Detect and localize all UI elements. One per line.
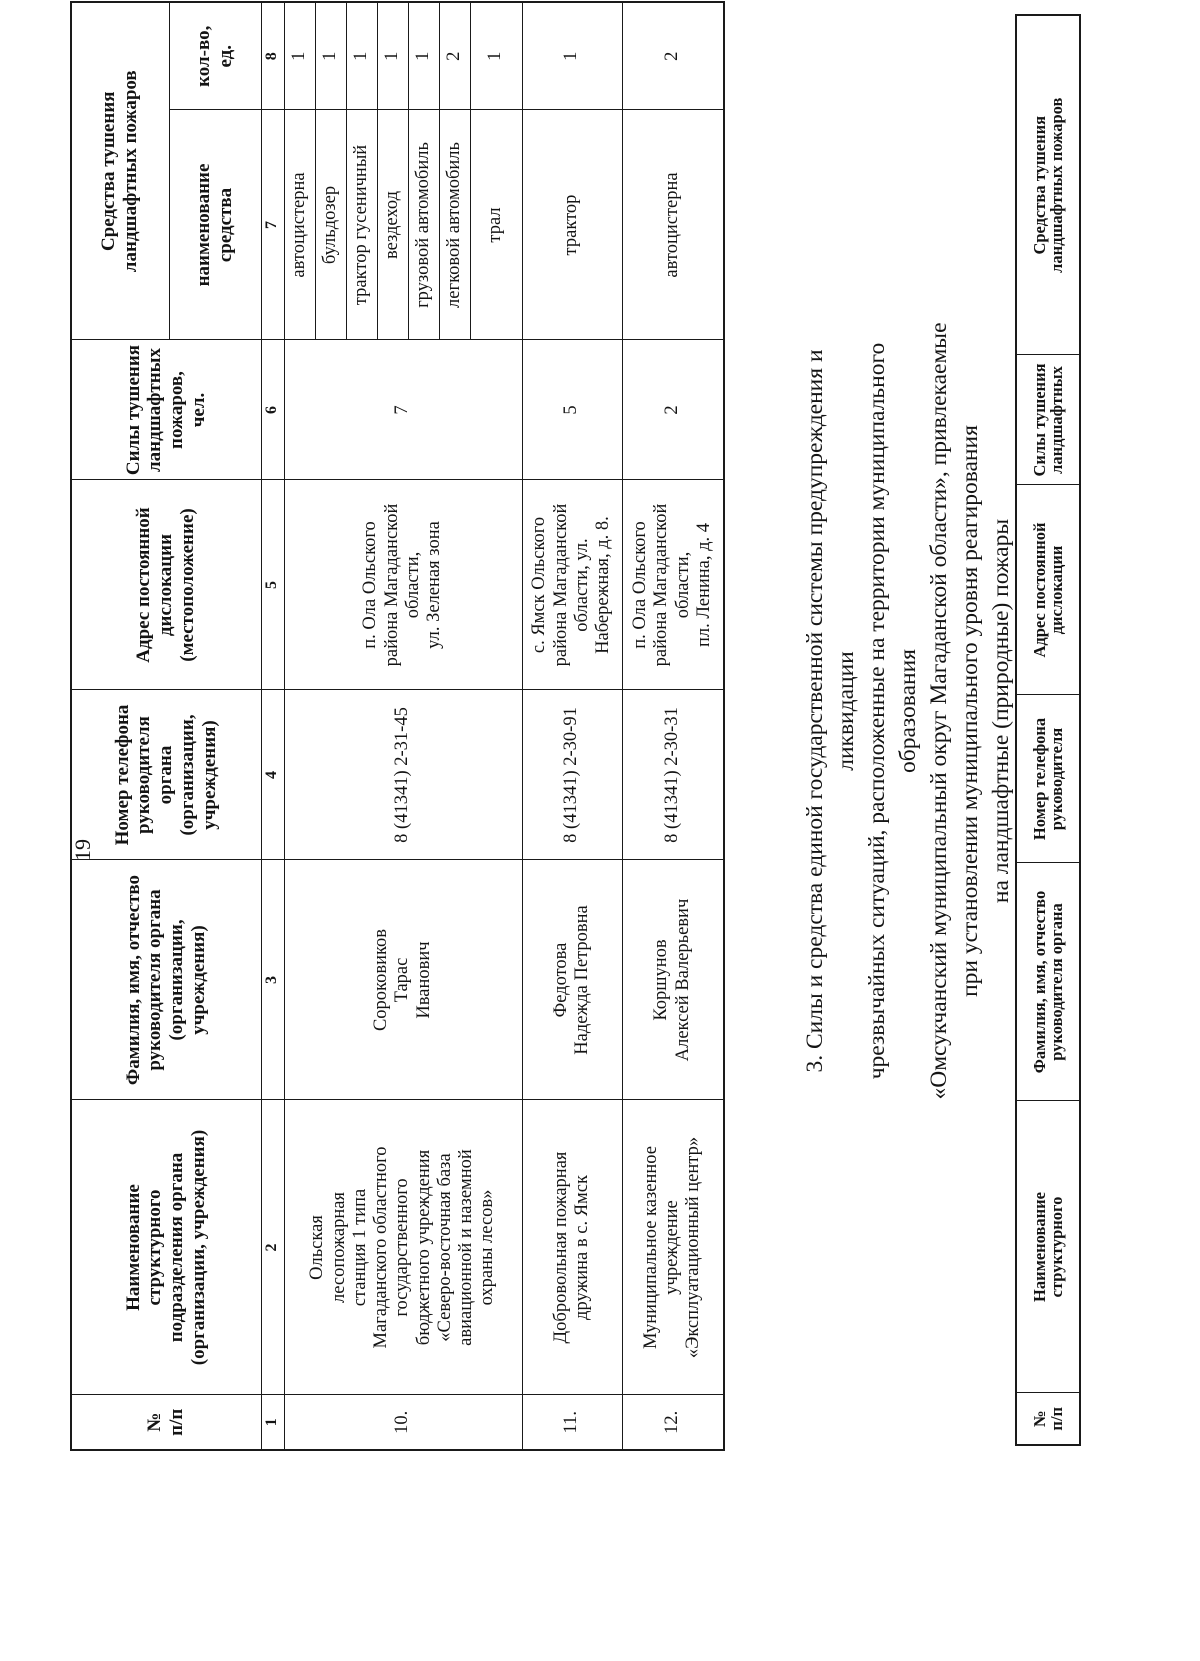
means-qty: 2: [622, 2, 724, 110]
header-means-name: наименование средства: [169, 110, 261, 340]
header-forces: Силы тушения ландшафтных пожаров, чел.: [71, 340, 261, 480]
row-num: 11.: [522, 1395, 622, 1450]
column-number: 3: [261, 860, 284, 1100]
row-name: Добровольная пожарная дружина в с. Ямск: [522, 1100, 622, 1395]
means-qty: 1: [377, 2, 408, 110]
means-name: бульдозер: [315, 110, 346, 340]
row-forces: 2: [622, 340, 724, 480]
means-name: автоцистерна: [284, 110, 315, 340]
means-name: грузовой автомобиль: [408, 110, 439, 340]
means-name: автоцистерна: [622, 110, 724, 340]
row-head: Федотова Надежда Петровна: [522, 860, 622, 1100]
column-number: 1: [261, 1395, 284, 1450]
row-phone: 8 (41341) 2-30-31: [622, 690, 724, 860]
means-name: трактор гусеничный: [346, 110, 377, 340]
header-num: № п/п: [1016, 1393, 1080, 1445]
second-table-header: [1015, 14, 1081, 1446]
column-number: 8: [261, 2, 284, 110]
row-head: Коршунов Алексей Валерьевич: [622, 860, 724, 1100]
row-address: п. Ола Ольского района Магаданской области, пл. Ленина, д. 4: [622, 480, 724, 690]
table-row: [522, 2, 622, 1450]
row-forces: 5: [522, 340, 622, 480]
row-phone: 8 (41341) 2-31-45: [284, 690, 522, 860]
means-qty: 1: [522, 2, 622, 110]
means-name: вездеход: [377, 110, 408, 340]
header-name: Наименование структурного подразделения органа (организации, учреждения): [71, 1100, 261, 1395]
row-head: Сороковиков Тарас Иванович: [284, 860, 522, 1100]
table-row: [284, 2, 315, 1450]
means-name: легковой автомобиль: [439, 110, 470, 340]
column-number: 4: [261, 690, 284, 860]
means-name: трактор: [522, 110, 622, 340]
header-means-qty: кол-во, ед.: [169, 2, 261, 110]
row-name: Ольская лесопожарная станция 1 типа Магаданского областного государственного бюджетного учреждения «Северо-восточная база авиационной и наземной охраны лесов»: [284, 1100, 522, 1395]
means-qty: 1: [346, 2, 377, 110]
header-num: № п/п: [71, 1395, 261, 1450]
header-head: Фамилия, имя, отчество руководителя органа: [1016, 863, 1080, 1101]
header-means-group: Средства тушения ландшафтных пожаров: [1016, 15, 1080, 355]
forces-table: [70, 1, 725, 1451]
header-forces: Силы тушения ландшафтных: [1016, 355, 1080, 485]
column-number: 5: [261, 480, 284, 690]
means-qty: 1: [315, 2, 346, 110]
means-qty: 2: [439, 2, 470, 110]
column-number: 2: [261, 1100, 284, 1395]
header-phone: Номер телефона руководителя органа (организации, учреждения): [71, 690, 261, 860]
column-number: 6: [261, 340, 284, 480]
header-means-group: Средства тушения ландшафтных пожаров: [71, 2, 169, 340]
row-num: 10.: [284, 1395, 522, 1450]
row-num: 12.: [622, 1395, 724, 1450]
means-qty: 1: [470, 2, 522, 110]
page-number: 19: [70, 839, 95, 861]
row-name: Муниципальное казенное учреждение «Эксплуатационный центр»: [622, 1100, 724, 1395]
header-head: Фамилия, имя, отчество руководителя органа (организации, учреждения): [71, 860, 261, 1100]
header-address: Адрес постоянной дислокации (местоположение): [71, 480, 261, 690]
table-row: [622, 2, 724, 1450]
means-qty: 1: [408, 2, 439, 110]
means-name: трал: [470, 110, 522, 340]
row-address: с. Ямск Ольского района Магаданской области, ул. Набережная, д. 8.: [522, 480, 622, 690]
row-address: п. Ола Ольского района Магаданской области, ул. Зеленая зона: [284, 480, 522, 690]
header-phone: Номер телефона руководителя: [1016, 695, 1080, 863]
row-phone: 8 (41341) 2-30-91: [522, 690, 622, 860]
header-address: Адрес постоянной дислокации: [1016, 485, 1080, 695]
means-qty: 1: [284, 2, 315, 110]
row-forces: 7: [284, 340, 522, 480]
column-number-row: [261, 2, 284, 1450]
section-heading: 3. Силы и средства единой государственной системы предупреждения и ликвидации чрезвычайных ситуаций, расположенные на территории муниципального образования «Омсукчанский муниципальный округ Магаданской области», привлекаемые при установлении муниципального уровня реагирования на ландшафтные (природные) пожары: [802, 322, 1015, 1100]
header-name: Наименование структурного: [1016, 1101, 1080, 1393]
column-number: 7: [261, 110, 284, 340]
